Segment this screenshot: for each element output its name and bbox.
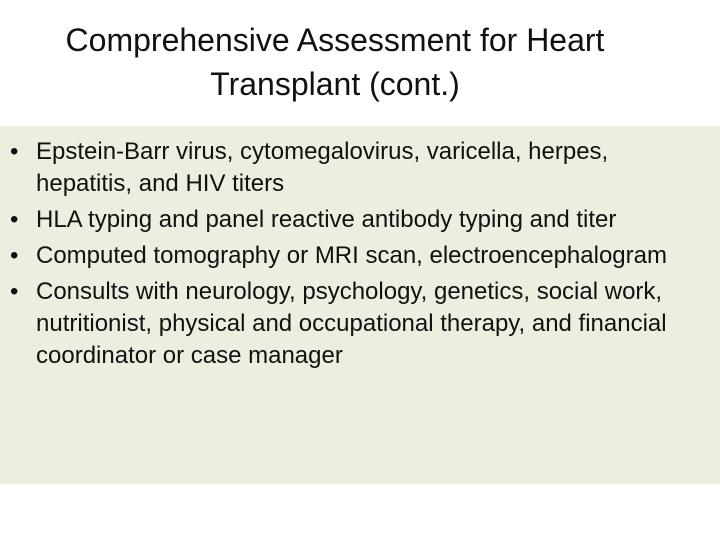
bullet-marker: • [10, 242, 19, 269]
slide-title [0, 18, 670, 106]
bullet-marker: • [10, 278, 19, 305]
bullet-item-titers [6, 136, 706, 200]
bullet-marker: • [10, 206, 19, 233]
bullet-text: Epstein-Barr virus, cytomegalovirus, varicella, herpes, hepatitis, and HIV titers [36, 138, 609, 197]
bullet-item-hla-typing [6, 204, 706, 236]
bullet-marker: • [10, 138, 19, 165]
title-line-1: Comprehensive Assessment for Heart [65, 22, 605, 58]
bullet-list [6, 136, 706, 376]
bullet-text: Computed tomography or MRI scan, electroencephalogram [36, 242, 667, 269]
bullet-text: Consults with neurology, psychology, genetics, social work, nutritionist, physical and occupational therapy, and financial coordinator or case manager [36, 278, 667, 369]
title-line-2: Transplant (cont.) [210, 66, 460, 102]
bullet-item-consults [6, 276, 706, 372]
bullet-text: HLA typing and panel reactive antibody typing and titer [36, 206, 617, 233]
bullet-item-imaging [6, 240, 706, 272]
content-panel [0, 126, 720, 484]
